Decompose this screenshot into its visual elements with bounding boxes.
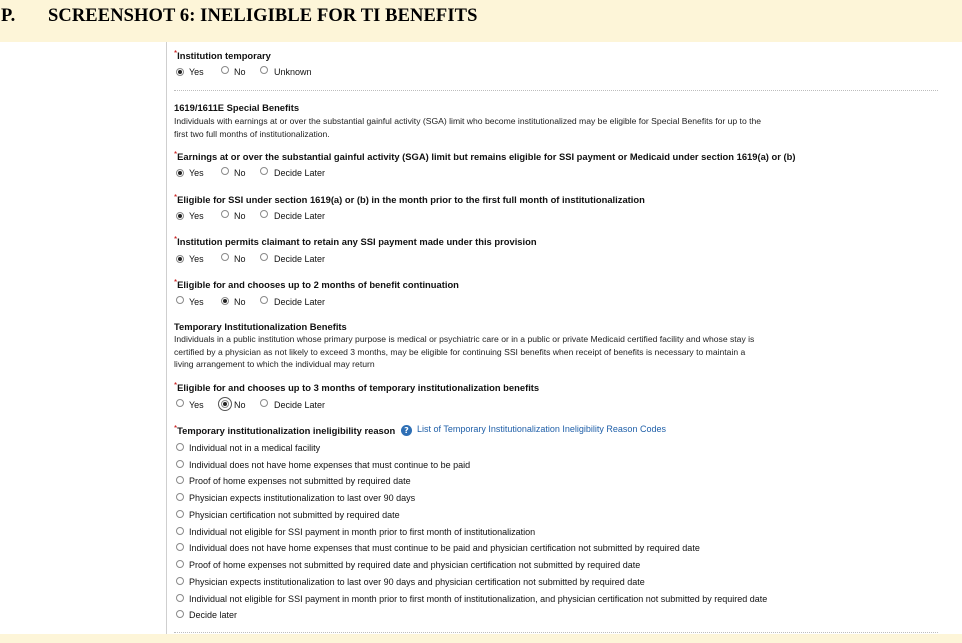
- label-3months-no: No: [234, 400, 246, 410]
- radio-1619-decide-later[interactable]: [260, 210, 268, 218]
- radio-retain-decide-later[interactable]: [260, 253, 268, 261]
- label-reason-4: Physician expects institutionalization to last over 90 days: [189, 493, 416, 503]
- section-letter: P.: [1, 6, 16, 26]
- radio-sga-no[interactable]: [221, 167, 229, 175]
- label-retain-decide-later: Decide Later: [274, 254, 326, 264]
- radio-sga-yes[interactable]: [176, 169, 184, 177]
- label-3months-decide-later: Decide Later: [274, 400, 326, 410]
- radio-sga-decide-later[interactable]: [260, 167, 268, 175]
- label-retain-no: No: [234, 254, 246, 264]
- radio-reason-1[interactable]: [176, 443, 184, 451]
- label-2months-decide-later: Decide Later: [274, 297, 326, 307]
- label-3months-yes: Yes: [189, 400, 204, 410]
- radio-2months-decide-later[interactable]: [260, 296, 268, 304]
- radio-reason-5[interactable]: [176, 510, 184, 518]
- radio-reason-8[interactable]: [176, 560, 184, 568]
- page-header: [0, 0, 962, 42]
- radio-3months-no[interactable]: [221, 400, 229, 408]
- bottom-strip: [0, 634, 962, 643]
- question-retain-payment: *Institution permits claimant to retain any SSI payment made under this provision: [174, 235, 537, 247]
- radio-reason-11[interactable]: [176, 610, 184, 618]
- ti-benefits-description: Individuals in a public institution whose primary purpose is medical or psychiatric care or in a public or private Medicaid certified facility and whose stay is certified by a physician as not likely to exceed 3 months, may be eligible for continuing SSI benefits when receipt of benefits is necessary to maintain a living arrangement to which the individual may return: [174, 334, 755, 369]
- radio-reason-9[interactable]: [176, 577, 184, 585]
- radio-reason-7[interactable]: [176, 543, 184, 551]
- question-mark-icon[interactable]: ?: [401, 425, 412, 436]
- label-reason-3: Proof of home expenses not submitted by required date: [189, 476, 411, 486]
- label-reason-8: Proof of home expenses not submitted by required date and physician certification not submitted by required date: [189, 560, 641, 570]
- label-1619-yes: Yes: [189, 211, 204, 221]
- label-reason-11: Decide later: [189, 610, 238, 620]
- question-ti-ineligibility-reason: *Temporary institutionalization ineligibility reason: [174, 424, 396, 436]
- label-retain-yes: Yes: [189, 254, 204, 264]
- label-reason-2: Individual does not have home expenses that must continue to be paid: [189, 460, 471, 470]
- left-margin: [0, 42, 166, 634]
- special-benefits-title: 1619/1611E Special Benefits: [174, 102, 300, 113]
- radio-reason-10[interactable]: [176, 594, 184, 602]
- label-1619-decide-later: Decide Later: [274, 211, 326, 221]
- question-institution-temporary: *Institution temporary: [174, 49, 271, 61]
- radio-reason-2[interactable]: [176, 460, 184, 468]
- section-divider: [174, 90, 938, 91]
- label-reason-1: Individual not in a medical facility: [189, 443, 321, 453]
- radio-2months-no[interactable]: [221, 297, 229, 305]
- label-reason-10: Individual not eligible for SSI payment in month prior to first month of institutionalization, and physician certification not submitted by required date: [189, 594, 768, 604]
- radio-reason-4[interactable]: [176, 493, 184, 501]
- radio-3months-yes[interactable]: [176, 399, 184, 407]
- radio-inst-temp-yes[interactable]: [176, 68, 184, 76]
- label-sga-yes: Yes: [189, 168, 204, 178]
- label-reason-5: Physician certification not submitted by required date: [189, 510, 400, 520]
- radio-reason-3[interactable]: [176, 476, 184, 484]
- label-reason-9: Physician expects institutionalization to last over 90 days and physician certification not submitted by required date: [189, 577, 645, 587]
- radio-retain-yes[interactable]: [176, 255, 184, 263]
- question-2-months-continuation: *Eligible for and chooses up to 2 months of benefit continuation: [174, 278, 459, 290]
- label-2months-yes: Yes: [189, 297, 204, 307]
- label-sga-no: No: [234, 168, 246, 178]
- radio-retain-no[interactable]: [221, 253, 229, 261]
- label-inst-temp-no: No: [234, 67, 246, 77]
- radio-inst-temp-no[interactable]: [221, 66, 229, 74]
- section-title: SCREENSHOT 6: INELIGIBLE FOR TI BENEFITS: [48, 6, 478, 26]
- label-reason-6: Individual not eligible for SSI payment in month prior to first month of institutionalization: [189, 527, 536, 537]
- label-reason-7: Individual does not have home expenses that must continue to be paid and physician certification not submitted by required date: [189, 543, 700, 553]
- label-inst-temp-yes: Yes: [189, 67, 204, 77]
- radio-2months-yes[interactable]: [176, 296, 184, 304]
- radio-reason-6[interactable]: [176, 527, 184, 535]
- label-1619-no: No: [234, 211, 246, 221]
- radio-inst-temp-unknown[interactable]: [260, 66, 268, 74]
- reason-codes-link[interactable]: List of Temporary Institutionalization Ineligibility Reason Codes: [417, 424, 666, 434]
- radio-1619-no[interactable]: [221, 210, 229, 218]
- radio-3months-decide-later[interactable]: [260, 399, 268, 407]
- question-3-months-ti: *Eligible for and chooses up to 3 months of temporary institutionalization benefits: [174, 381, 540, 393]
- radio-1619-yes[interactable]: [176, 212, 184, 220]
- label-inst-temp-unknown: Unknown: [274, 67, 312, 77]
- special-benefits-description: Individuals with earnings at or over the substantial gainful activity (SGA) limit who become institutionalized may be eligible for Special Benefits for up to the first two full months of institutionalization.: [174, 116, 762, 139]
- label-sga-decide-later: Decide Later: [274, 168, 326, 178]
- section-divider-bottom: [174, 632, 938, 633]
- label-2months-no: No: [234, 297, 246, 307]
- ti-benefits-title: Temporary Institutionalization Benefits: [174, 321, 347, 332]
- question-1619: *Eligible for SSI under section 1619(a) or (b) in the month prior to the first full month of institutionalization: [174, 193, 645, 205]
- question-sga: *Earnings at or over the substantial gainful activity (SGA) limit but remains eligible for SSI payment or Medicaid under section 1619(a) or (b): [174, 150, 796, 162]
